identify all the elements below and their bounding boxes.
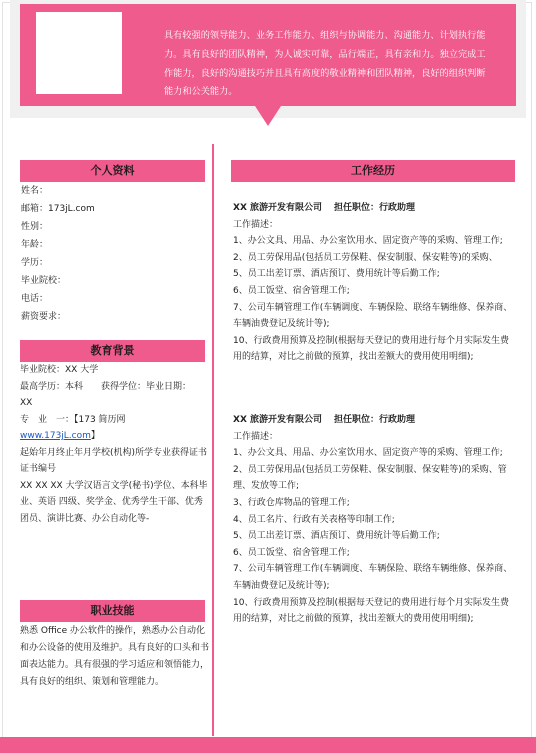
education-school: 毕业院校：XX 大学 bbox=[20, 365, 99, 375]
job-2-item: 5、员工出差订票、酒店预订、费用统计等后勤工作; bbox=[233, 531, 440, 542]
education-section-title: 教育背景 bbox=[20, 340, 205, 362]
job-2-company: XX 旅游开发有限公司 bbox=[233, 415, 323, 425]
job-2-item: 1、办公文具、用品、办公室饮用水、固定资产等的采购、管理工作; bbox=[233, 448, 503, 459]
education-major bbox=[20, 412, 210, 429]
field-education: 学历： bbox=[21, 258, 49, 268]
resume-site-link[interactable]: www.173jL.com bbox=[20, 431, 91, 441]
field-name: 姓名： bbox=[21, 186, 49, 196]
job-2-desc-label: 工作描述： bbox=[233, 431, 279, 442]
job-entry-1 bbox=[233, 200, 515, 366]
education-major-link-row bbox=[20, 428, 210, 445]
job-1-company: XX 旅游开发有限公司 bbox=[233, 203, 323, 213]
work-section-title: 工作经历 bbox=[231, 160, 515, 182]
job-2-header bbox=[233, 412, 515, 429]
job-2-item: 4、员工名片、行政有关表格等印制工作; bbox=[233, 514, 395, 525]
column-divider bbox=[212, 144, 214, 736]
job-2-item: 2、员工劳保用品(包括员工劳保鞋、保安制服、保安鞋等)的采购、管理、发放等工作; bbox=[233, 464, 507, 492]
field-age: 年龄： bbox=[21, 240, 49, 250]
education-degree: 最高学历：本科 获得学位：毕业日期： bbox=[20, 381, 192, 392]
education-cert-header: 起始年月终止年月学校(机构)所学专业获得证书证书编号 bbox=[20, 447, 208, 474]
job-1-item: 5、员工出差订票、酒店预订、费用统计等后勤工作; bbox=[233, 269, 440, 280]
job-2-item: 3、行政仓库物品的管理工作; bbox=[233, 497, 350, 508]
education-description: XX XX XX 大学汉语言文学(秘书)学位、本科毕业、英语 四级、奖学金、优秀学生干部、优秀团员、演讲比赛、办公自动化等- bbox=[20, 480, 208, 524]
job-1-position: 担任职位：行政助理 bbox=[334, 203, 416, 213]
field-salary: 薪资要求： bbox=[21, 312, 67, 322]
self-introduction: 具有较强的领导能力、业务工作能力、组织与协调能力、沟通能力、计划执行能力。具有良好的团队精神，为人诚实可靠，品行端正，具有亲和力。独立完成工作能力，良好的沟通技巧并且具有高度的敬业精神和团队精神，良好的组织判断能力和公关能力。 bbox=[164, 30, 486, 98]
job-1-item: 6、员工饭堂、宿舍管理工作; bbox=[233, 285, 350, 296]
bottom-band bbox=[0, 737, 536, 753]
job-1-item: 1、办公文具、用品、办公室饮用水、固定资产等的采购、管理工作; bbox=[233, 236, 503, 247]
job-2-item: 7、公司车辆管理工作(车辆调度、车辆保险、联络车辆维修、保养商、车辆油费登记及统计等); bbox=[233, 564, 513, 591]
job-2-position: 担任职位：行政助理 bbox=[334, 415, 416, 425]
job-1-item: 10、行政费用预算及控制(根据每天登记的费用进行每个月实际发生费用的结算，对比之前做的预算，找出差额大的费用使用明细); bbox=[233, 335, 509, 363]
job-1-item: 7、公司车辆管理工作(车辆调度、车辆保险、联络车辆维修、保养商、车辆油费登记及统计等); bbox=[233, 302, 513, 330]
education-major-label: 专 业 一：【173 简历网 bbox=[20, 414, 126, 425]
profile-photo-placeholder bbox=[36, 12, 122, 94]
education-major-suffix: 】 bbox=[90, 431, 100, 441]
personal-section-title: 个人资料 bbox=[20, 160, 205, 182]
job-2-item: 6、员工饭堂、宿舍管理工作; bbox=[233, 547, 350, 558]
skills-section-title: 职业技能 bbox=[20, 600, 205, 622]
field-gender: 性别： bbox=[21, 222, 49, 232]
job-1-desc-label: 工作描述： bbox=[233, 219, 279, 230]
field-phone: 电话： bbox=[21, 294, 49, 304]
field-email: 邮箱：173jL.com bbox=[21, 204, 95, 214]
field-school: 毕业院校： bbox=[21, 276, 67, 286]
job-2-item: 10、行政费用预算及控制(根据每天登记的费用进行每个月实际发生费用的结算，对比之前做的预算，找出差额大的费用使用明细); bbox=[233, 597, 509, 625]
job-1-header bbox=[233, 200, 515, 217]
job-entry-2 bbox=[233, 412, 515, 628]
job-1-item: 2、员工劳保用品(包括员工劳保鞋、保安制服、保安鞋等)的采购、 bbox=[233, 252, 498, 263]
education-degree-cont: XX bbox=[20, 398, 33, 408]
education-block bbox=[20, 362, 210, 527]
header-notch bbox=[255, 106, 281, 126]
skills-text: 熟悉 Office 办公软件的操作，熟悉办公自动化和办公设备的使用及维护。具有良好的口头和书面表达能力。具有很强的学习适应和领悟能力，具有良好的组织、策划和管理能力。 bbox=[20, 626, 210, 687]
